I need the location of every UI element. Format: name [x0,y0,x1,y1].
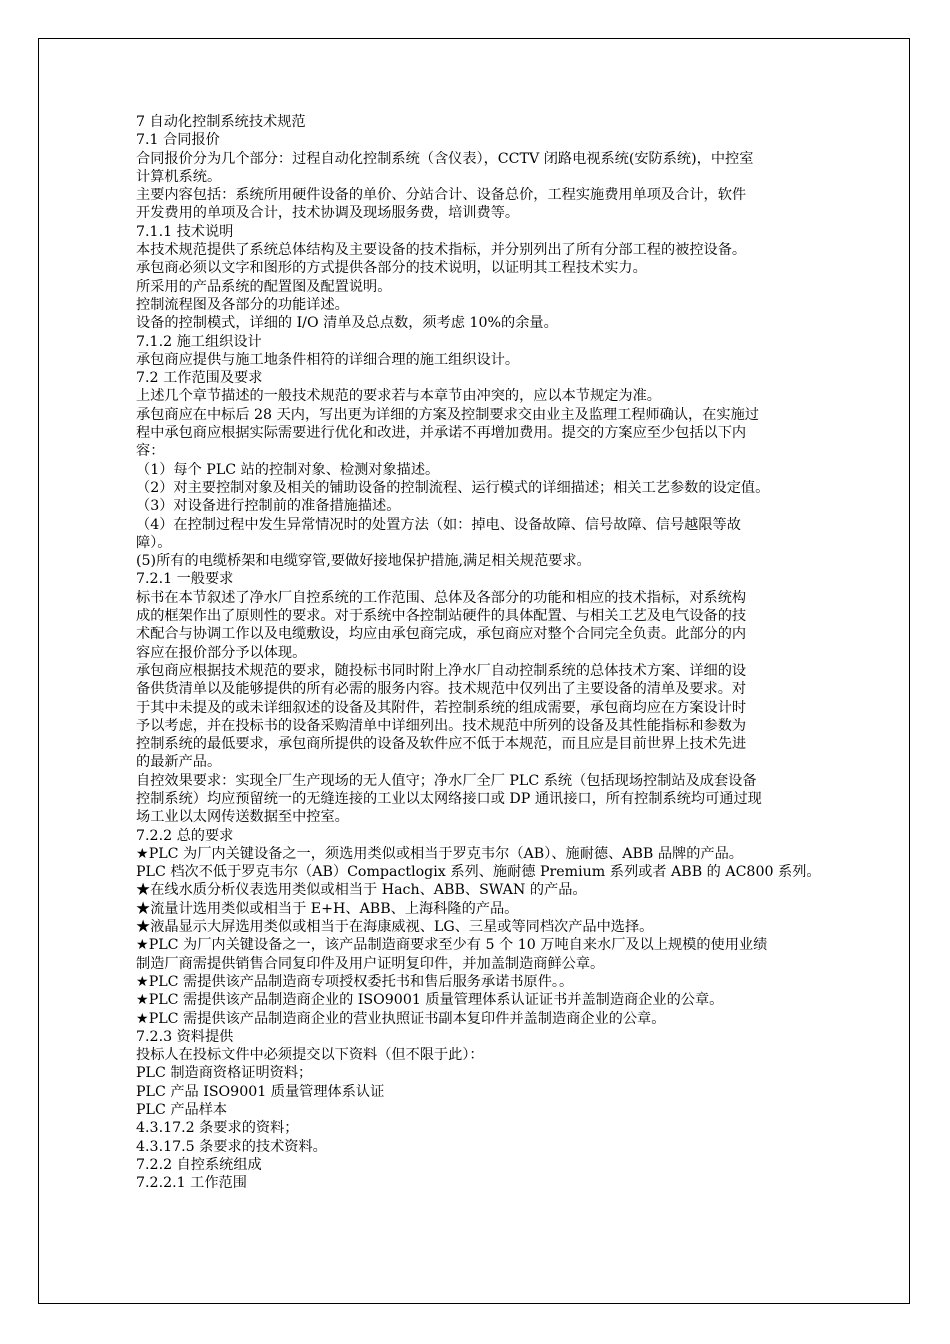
text-line: 容应在报价部分予以体现。 [136,644,307,661]
text-line: 标书在本节叙述了净水厂自控系统的工作范围、总体及各部分的功能和相应的技术指标，对系统构 [136,589,747,606]
text-line: PLC 产品样本 [136,1102,228,1119]
text-line: 计算机系统。 [136,168,222,185]
text-line: 承包商应根据技术规范的要求，随投标书同时附上净水厂自动控制系统的总体技术方案、详细的设 [136,662,747,679]
text-line: 所采用的产品系统的配置图及配置说明。 [136,278,392,295]
text-line: 控制流程图及各部分的功能详述。 [136,296,349,313]
text-line: 4.3.17.2 条要求的资料； [136,1120,299,1137]
text-line: 备供货清单以及能够提供的所有必需的服务内容。技术规范中仅列出了主要设备的清单及要求。对 [136,681,747,698]
text-line: 的最新产品。 [136,754,222,771]
text-line: 控制系统的最低要求，承包商所提供的设备及软件应不低于本规范，而且应是目前世界上技术先进 [136,736,747,753]
text-line: (5)所有的电缆桥架和电缆穿管,要做好接地保护措施,满足相关规范要求。 [136,553,591,570]
text-line: PLC 制造商资格证明资料； [136,1065,313,1082]
text-line: 设备的控制模式，详细的 I/O 清单及总点数，须考虑 10%的余量。 [136,315,558,332]
text-line: 投标人在投标文件中必须提交以下资料（但不限于此）： [136,1047,484,1064]
text-line: 7.1.1 技术说明 [136,223,234,240]
text-line: 障）。 [136,534,172,551]
text-line: （1）每个 PLC 站的控制对象、检测对象描述。 [136,461,440,478]
text-line: PLC 产品 ISO9001 质量管理体系认证 [136,1083,385,1100]
text-line: 于其中未提及的或未详细叙述的设备及其附件，若控制系统的组成需要，承包商均应在方案设计时 [136,699,747,716]
text-line: 承包商必须以文字和图形的方式提供各部分的技术说明，以证明其工程技术实力。 [136,260,647,277]
text-line: 制造厂商需提供销售合同复印件及用户证明复印件，并加盖制造商鲜公章。 [136,955,605,972]
text-line: 7.2.2.1 工作范围 [136,1175,247,1192]
text-line: 自控效果要求：实现全厂生产现场的无人值守；净水厂全厂 PLC 系统（包括现场控制站及成套设备 [136,772,757,789]
text-line: 4.3.17.5 条要求的技术资料。 [136,1138,327,1155]
text-line: 7.2.2 自控系统组成 [136,1156,262,1173]
text-line: 成的框架作出了原则性的要求。对于系统中各控制站硬件的具体配置、与相关工艺及电气设备的技 [136,608,747,625]
text-line: 予以考虑，并在投标书的设备采购清单中详细列出。技术规范中所列的设备及其性能指标和参数为 [136,717,747,734]
text-line: 承包商应提供与施工地条件相符的详细合理的施工组织设计。 [136,351,520,368]
text-line: 7.2.3 资料提供 [136,1028,234,1045]
text-line: 主要内容包括：系统所用硬件设备的单价、分站合计、设备总价，工程实施费用单项及合计，软件 [136,187,747,204]
text-line: 7.2 工作范围及要求 [136,370,263,387]
text-line: ★液晶显示大屏选用类似或相当于在海康威视、LG、三星或等同档次产品中选择。 [136,919,654,936]
document-body [136,113,840,1193]
text-line: 控制系统）均应预留统一的无缝连接的工业以太网络接口或 DP 通讯接口，所有控制系统均可通过现 [136,790,762,807]
text-line: （4）在控制过程中发生异常情况时的处置方法（如：掉电、设备故障、信号故障、信号越限等故 [136,516,741,533]
text-line: 术配合与协调工作以及电缆敷设，均应由承包商完成，承包商应对整个合同完全负责。此部分的内 [136,626,747,643]
text-line: 7.1 合同报价 [136,132,220,149]
text-line: 开发费用的单项及合计，技术协调及现场服务费，培训费等。 [136,205,520,222]
text-line: 7.2.1 一般要求 [136,571,234,588]
text-line: 场工业以太网传送数据至中控室。 [136,809,349,826]
text-line: ★PLC 需提供该产品制造商企业的 ISO9001 质量管理体系认证证书并盖制造商企业的公章。 [136,992,724,1009]
text-line: 承包商应在中标后 28 天内，写出更为详细的方案及控制要求交由业主及监理工程师确认，在实施过 [136,406,759,423]
text-line: ★PLC 为厂内关键设备之一，须选用类似或相当于罗克韦尔（AB）、施耐德、ABB 品牌的产品。 [136,845,743,862]
text-line: ★PLC 需提供该产品制造商企业的营业执照证书副本复印件并盖制造商企业的公章。 [136,1010,666,1027]
text-line: 合同报价分为几个部分：过程自动化控制系统（含仪表），CCTV 闭路电视系统(安防系统)，中控室 [136,150,754,167]
text-line: 7 自动化控制系统技术规范 [136,114,306,130]
text-line: 上述几个章节描述的一般技术规范的要求若与本章节由冲突的，应以本节规定为准。 [136,388,661,405]
text-line: 程中承包商应根据实际需要进行优化和改进，并承诺不再增加费用。提交的方案应至少包括以下内 [136,425,747,442]
text-line: 本技术规范提供了系统总体结构及主要设备的技术指标，并分别列出了所有分部工程的被控设备。 [136,242,747,259]
text-line: （3）对设备进行控制前的准备措施描述。 [136,498,401,515]
text-line: （2）对主要控制对象及相关的铺助设备的控制流程、运行模式的详细描述；相关工艺参数的设定值。 [136,479,770,496]
text-line: ★PLC 为厂内关键设备之一，该产品制造商要求至少有 5 个 10 万吨自来水厂及以上规模的使用业绩 [136,937,768,954]
text-line: 7.2.2 总的要求 [136,827,234,844]
text-line: ★PLC 需提供该产品制造商专项授权委托书和售后服务承诺书原件。。 [136,973,574,990]
text-line: PLC 档次不低于罗克韦尔（AB）Compactlogix 系列、施耐德 Premium 系列或者 ABB 的 AC800 系列。 [136,864,821,881]
text-line: ★在线水质分析仪表选用类似或相当于 Hach、ABB、SWAN 的产品。 [136,882,587,899]
text-line: ★流量计选用类似或相当于 E+H、ABB、上海科隆的产品。 [136,900,519,917]
text-line: 容： [136,443,165,460]
text-line: 7.1.2 施工组织设计 [136,333,262,350]
